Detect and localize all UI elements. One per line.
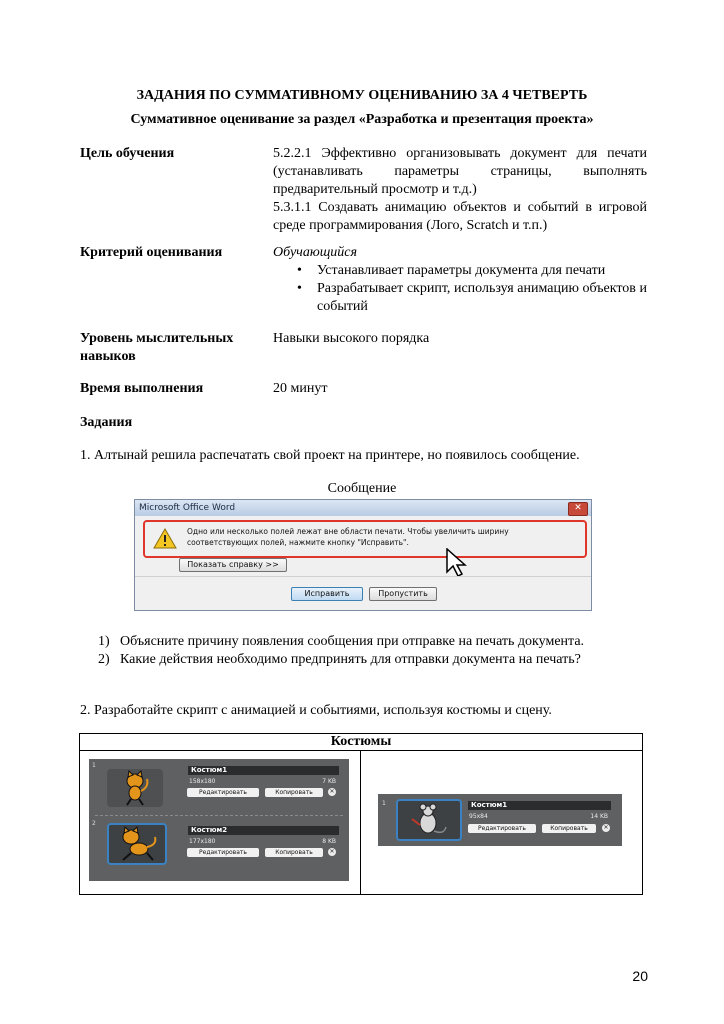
table-divider <box>360 751 361 894</box>
question-item: 1) Объясните причину появления сообщения при отправке на печать документа. <box>98 634 585 649</box>
dialog-message: Одно или несколько полей лежат вне области печати. Чтобы увеличить ширину соответствующих полей, нажмите кнопку "Исправить". <box>187 527 509 547</box>
costume-size: 95x84 <box>469 813 488 820</box>
mouse-costume-icon <box>398 801 460 839</box>
task-2-text: 2. Разработайте скрипт с анимацией и событиями, используя костюмы и сцену. <box>80 703 552 718</box>
costumes-heading: Костюмы <box>80 734 642 751</box>
costume-index: 2 <box>92 820 96 827</box>
criteria-label: Критерий оценивания <box>80 245 223 260</box>
edit-costume-button[interactable]: Редактировать <box>187 788 259 797</box>
copy-costume-button[interactable]: Копировать <box>265 788 323 797</box>
criteria-intro: Обучающийся <box>273 245 358 260</box>
costumes-panel-right <box>378 794 622 846</box>
costume-index: 1 <box>382 800 386 807</box>
costume-thumbnail-selected[interactable] <box>396 799 462 841</box>
time-label: Время выполнения <box>80 381 204 396</box>
edit-costume-button[interactable]: Редактировать <box>468 824 536 833</box>
tasks-heading: Задания <box>80 415 133 430</box>
level-label-line2: навыков <box>80 349 136 364</box>
goal-text-1: 5.2.2.1 Эффективно организовывать документ для печати (устанавливать параметры страницы, выполнять предварительный просмотр и т.д.) <box>273 146 647 197</box>
costume-index: 1 <box>92 762 96 769</box>
dialog-title: Microsoft Office Word <box>135 500 591 516</box>
goal-label: Цель обучения <box>80 146 175 161</box>
figure-caption: Сообщение <box>327 481 397 496</box>
costume-thumbnail-selected[interactable] <box>107 823 167 865</box>
copy-costume-button[interactable]: Копировать <box>265 848 323 857</box>
costume-size: 177x180 <box>189 838 216 845</box>
costumes-panel-left <box>89 759 349 881</box>
costumes-table <box>79 733 643 895</box>
level-label-line1: Уровень мыслительных <box>80 331 234 346</box>
goal-text-2: 5.3.1.1 Создавать анимацию объектов и событий в игровой среде программирования (Лого, Scratch и т.п.) <box>273 200 647 233</box>
costume-separator <box>95 815 343 816</box>
task-1-text: 1. Алтынай решила распечатать свой проект на принтере, но появилось сообщение. <box>80 448 580 463</box>
costume-name[interactable]: Костюм1 <box>468 801 611 810</box>
cat-costume-icon <box>109 825 165 863</box>
warning-icon <box>153 528 177 549</box>
page-number: 20 <box>632 968 648 984</box>
level-value: Навыки высокого порядка <box>273 331 430 346</box>
cat-costume-icon <box>107 769 163 807</box>
costume-kb: 8 KB <box>322 838 336 845</box>
fix-button[interactable]: Исправить <box>291 587 363 601</box>
show-help-button[interactable]: Показать справку >> <box>179 558 287 572</box>
criteria-list <box>273 262 647 316</box>
costume-kb: 14 KB <box>590 813 608 820</box>
question-item: 2) Какие действия необходимо предпринять для отправки документа на печать? <box>98 652 581 667</box>
level-label <box>80 330 233 366</box>
delete-costume-icon[interactable]: ✕ <box>329 788 335 795</box>
cursor-icon <box>445 548 467 578</box>
costume-size: 158x180 <box>189 778 216 785</box>
dialog-message-box <box>143 520 587 558</box>
skip-button[interactable]: Пропустить <box>369 587 437 601</box>
copy-costume-button[interactable]: Копировать <box>542 824 596 833</box>
costume-thumbnail[interactable] <box>107 769 163 807</box>
delete-costume-icon[interactable]: ✕ <box>329 848 335 855</box>
edit-costume-button[interactable]: Редактировать <box>187 848 259 857</box>
costume-kb: 7 KB <box>322 778 336 785</box>
page-subtitle: Суммативное оценивание за раздел «Разработка и презентация проекта» <box>130 112 594 127</box>
costume-name[interactable]: Костюм2 <box>188 826 339 835</box>
dialog-separator <box>135 576 591 577</box>
criteria-value <box>273 244 647 316</box>
delete-costume-icon[interactable]: ✕ <box>603 824 609 831</box>
close-icon[interactable]: ✕ <box>568 502 588 516</box>
criteria-item: • Устанавливает параметры документа для печати <box>273 262 647 280</box>
word-dialog <box>134 499 592 611</box>
time-value: 20 минут <box>273 381 328 396</box>
criteria-item: • Разрабатывает скрипт, используя анимацию объектов и событий <box>273 280 647 316</box>
goal-value <box>273 145 647 235</box>
costume-name[interactable]: Костюм1 <box>188 766 339 775</box>
questions-list <box>80 633 650 669</box>
page-title: ЗАДАНИЯ ПО СУММАТИВНОМУ ОЦЕНИВАНИЮ ЗА 4 ЧЕТВЕРТЬ <box>136 88 588 103</box>
